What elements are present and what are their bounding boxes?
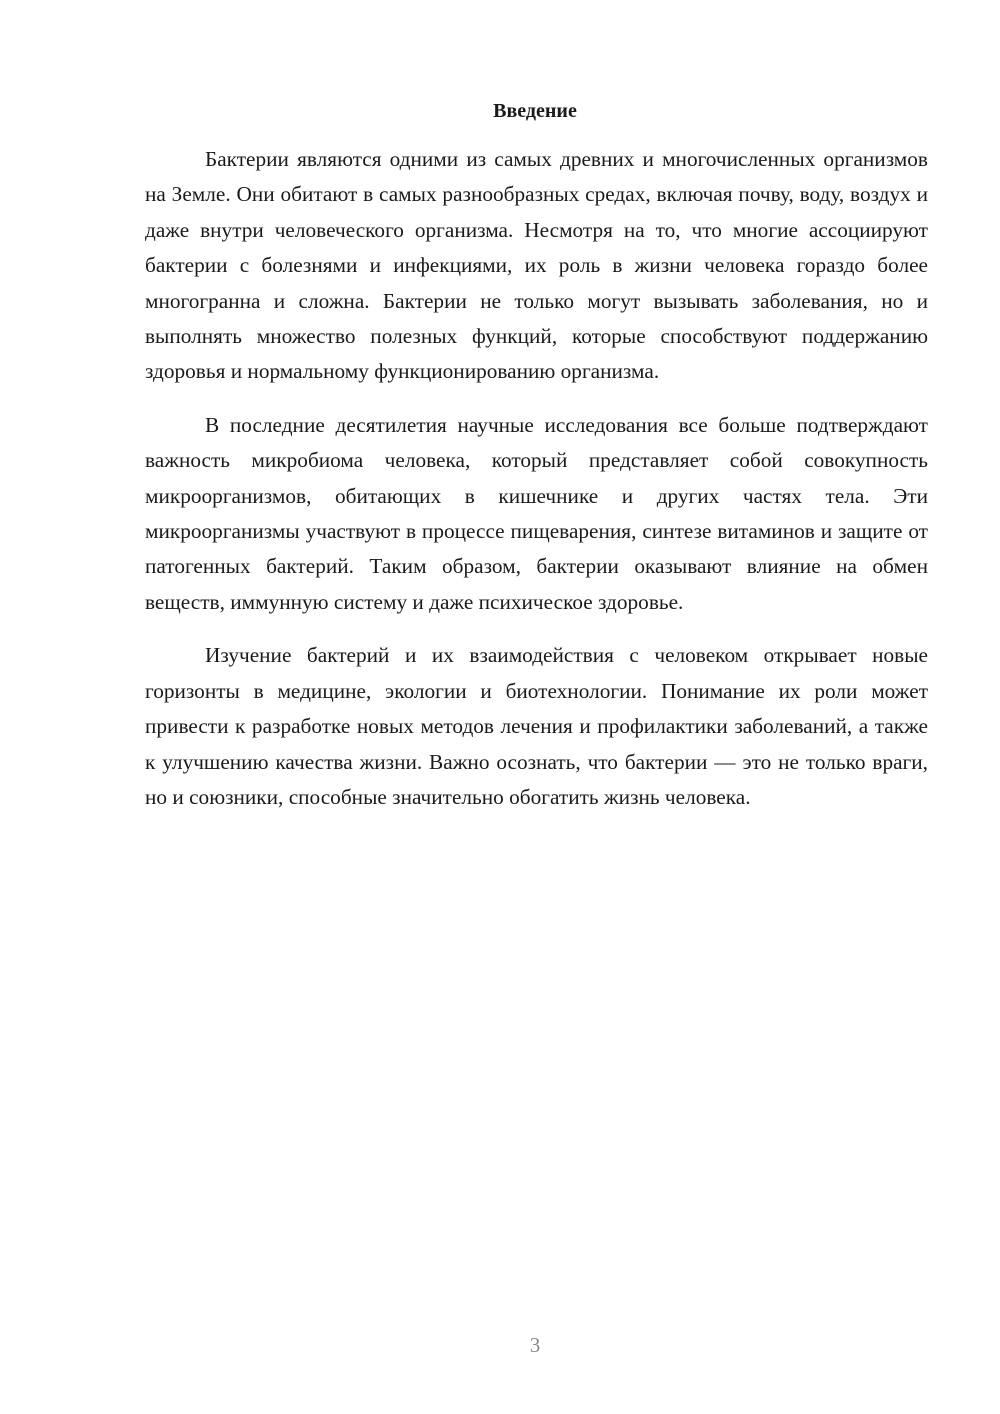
page-number: 3 <box>529 1333 541 1357</box>
paragraph-1: Бактерии являются одними из самых древних и многочисленных организмов на Земле. Они обитают в самых разнообразных средах, включая почву, воду, воздух и даже внутри человеческого организма. Несмотря на то, что многие ассоциируют бактерии с болезнями и инфекциями, их роль в жизни человека гораздо более многогранна и сложна. Бактерии не только могут вызывать заболевания, но и выполнять множество полезных функций, которые способствуют поддержанию здоровья и нормальному функционированию организма. <box>145 147 928 384</box>
body-text <box>145 142 928 833</box>
paragraph-3: Изучение бактерий и их взаимодействия с человеком открывает новые горизонты в медицине, экологии и биотехнологии. Понимание их роли может привести к разработке новых методов лечения и профилактики заболеваний, а также к улучшению качества жизни. Важно осознать, что бактерии — это не только враги, но и союзники, способные значительно обогатить жизнь человека. <box>145 643 928 809</box>
paragraph-2: В последние десятилетия научные исследования все больше подтверждают важность микробиома человека, который представляет собой совокупность микроорганизмов, обитающих в кишечнике и других частях тела. Эти микроорганизмы участвуют в процессе пищеварения, синтезе витаминов и защите от патогенных бактерий. Таким образом, бактерии оказывают влияние на обмен веществ, иммунную систему и даже психическое здоровье. <box>145 412 928 614</box>
section-heading: Введение <box>493 100 577 122</box>
